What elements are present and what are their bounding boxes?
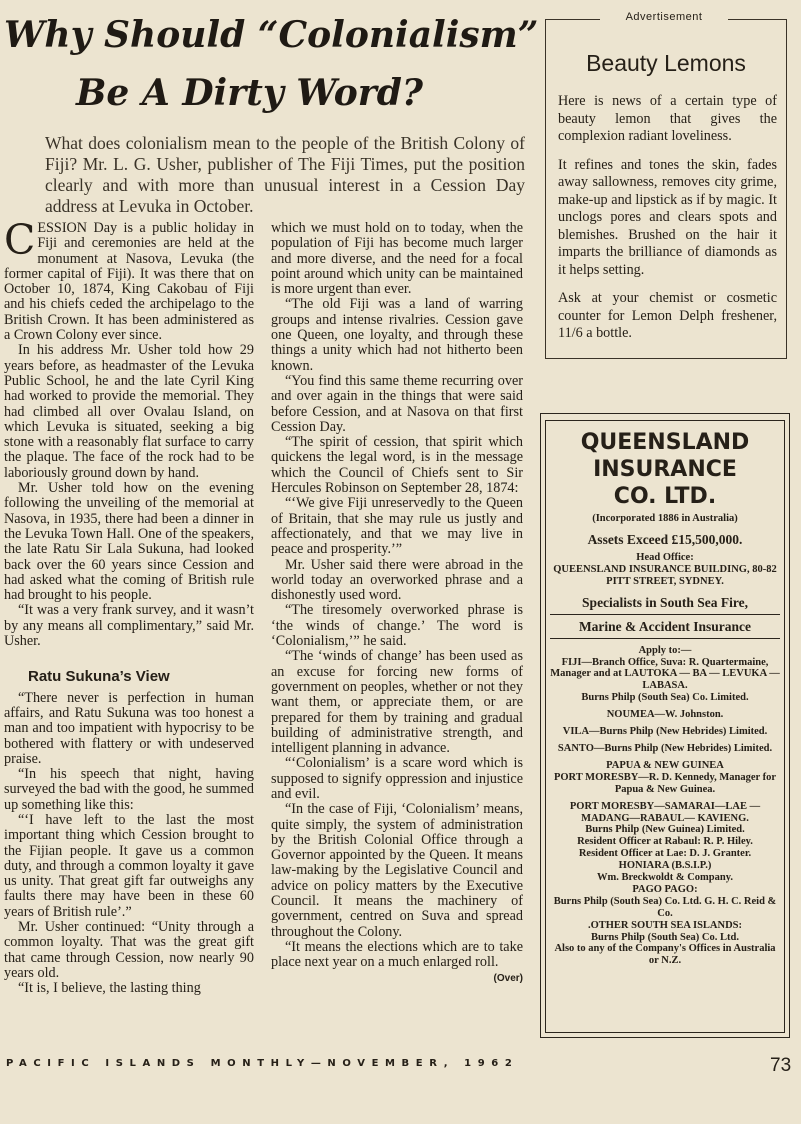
agent-honiara-company: Wm. Breckwoldt & Company. [596,872,734,884]
head-office-label: Head Office: [636,551,694,563]
agent-santo: SANTO—Burns Philp (New Hebrides) Limited. [557,742,773,754]
agent-honiara: HONIARA (B.S.I.P.) [618,860,712,872]
agent-port-moresby: PORT MORESBY—R. D. Kennedy, Manager for Papua & New Guinea. [553,771,777,795]
article-paragraph: “The spirit of cession, that spirit which quickens the legal word, is in the message which the Council of Chiefs sent to Sir Hercules Robinson on September 28, 1874: [271,434,523,497]
agent-pago-pago-company: Burns Philp (South Sea) Co. Ltd. G. H. C. Reid & Co. [553,895,777,919]
agent-ports-company: Burns Philp (New Guinea) Limited. [585,824,745,836]
article-paragraph: “In the case of Fiji, ‘Colonialism’ means, quite simply, the system of administration by the British Colonial Office through a Governor appointed by the Queen. It means law-making by the Legislative Council and advice on policy matters by the Executive Council. It means the machinery of government, centred on Suva and spread throughout the Colony. [271,801,523,940]
article-paragraph: “The ‘winds of change’ has been used as an excuse for forcing new forms of government on peoples, whether or not they want them, or appreciate them, or are prepared for them by training and gradual building of administrative strength, and intelligent planning in advance. [271,648,523,757]
ad-title: Beauty Lemons [586,50,746,76]
beauty-lemons-advertisement [545,19,787,359]
article-paragraph: “It was a very frank survey, and it wasn’t by any means all complimentary,” said Mr. Usher. [4,602,254,650]
agent-noumea: NOUMEA—W. Johnston. [606,709,724,721]
article-column-1 [4,216,254,997]
article-paragraph: “‘We give Fiji unreservedly to the Queen of Britain, that she may rule us justly and affectionately, and that we may live in peace and prosperity.’” [271,495,523,558]
article-paragraph: In his address Mr. Usher told how 29 years before, as headmaster of the Levuka Public School, he and the late Cyril King had worked to provide the memorial. They had climbed all over Ovalau Island, on which Levuka is situated, seeking a big stone with a reasonably flat surface to carry the plaque. The face of the rock had to be laboriously ground down by hand. [4,342,254,481]
article-paragraph: “You find this same theme recurring over and over again in the things that were said before Cession, and at Nasova on that first Cession Day. [271,372,523,435]
papua-new-guinea-heading: PAPUA & NEW GUINEA [606,759,724,771]
standfirst: What does colonialism mean to the people of the British Colony of Fiji? Mr. L. G. Usher, publisher of The Fiji Times, put the position clearly and with more than unusual interest in a Cession Day address at Levuka in October. [45,133,525,216]
divider [550,638,780,639]
article-paragraph: “‘I have left to the last the most important thing which Cession brought to the Fijian people. It gave us a common duty, and through a common loyalty it gave us unity. That great gift far outweighs any faults there may have been in these 60 years of British rule’.” [4,811,254,920]
article-paragraph: “It is, I believe, the lasting thing [18,980,201,997]
incorporation: (Incorporated 1886 in Australia) [592,513,738,524]
article-column-2 [271,221,523,986]
article-paragraph: Mr. Usher told how on the evening following the unveiling of the memorial at Nasova, in 1935, there had been a dinner in the Levuka Town Hall. One of the speakers, the late Ratu Sir Lala Sukuna, had looked back over the 60 years since Cession and had asked what the coming of British rule had brought to his people. [4,480,254,604]
article-paragraph: Mr. Usher said there were abroad in the world today an overworked phrase and a dishonestly used word. [271,556,523,604]
drop-cap: C [4,216,36,264]
company-name: QUEENSLAND INSURANCE CO. LTD. [580,430,750,509]
specialists-line-1: Specialists in South Sea Fire, [582,594,748,610]
specialists-line-2: Marine & Accident Insurance [578,618,752,634]
article-paragraph: “In his speech that night, having surveyed the bad with the good, he summed up something like this: [4,766,254,813]
section-subheading: Ratu Sukuna’s View [28,668,170,686]
also-offices: Also to any of the Company's Offices in Australia or N.Z. [554,943,776,967]
article-paragraph: “It means the elections which are to take place next year on a much enlarged roll. (Over) [271,940,523,971]
ad-paragraph: Ask at your chemist or cosmetic counter for Lemon Delph freshener, 11/6 a bottle. [558,290,777,341]
head-office: QUEENSLAND INSURANCE BUILDING, 80-82 PITT STREET, SYDNEY. [553,563,777,587]
ad-inner-border [545,420,785,1033]
ad-paragraph: Here is news of a certain type of beauty lemon that gives the complexion radiant loveliness. [558,93,777,144]
queensland-insurance-advertisement [540,413,790,1038]
agent-fiji: FIJI—Branch Office, Suva: R. Quartermaine, Manager and at LAUTOKA — BA — LEVUKA — LABASA. [550,656,780,692]
headline-line-2: Be A Dirty Word? [76,72,424,114]
resident-officer-lae: Resident Officer at Lae: D. J. Granter. [578,848,752,860]
advertisement-label: Advertisement [600,11,728,23]
headline-line-1: Why Should “Colonialism” [4,14,539,56]
agent-vila: VILA—Burns Philp (New Hebrides) Limited. [562,726,768,738]
article-paragraph: “The tiresomely overworked phrase is ‘the winds of change.’ The word is ‘Colonialism,’” he said. [271,602,523,650]
ad-paragraph: It refines and tones the skin, fades away sallowness, removes city grime, make-up and lipstick as if by magic. It unclogs pores and clears spots and blemishes. Brushed on the hair it imparts the brilliance of diamonds as it helps setting. [558,156,777,278]
continued-marker: (Over) [493,972,523,984]
apply-to: Apply to:— [638,644,692,656]
resident-officer-rabaul: Resident Officer at Rabaul: R. P. Hiley. [577,836,753,848]
divider [550,614,780,615]
article-paragraph: Mr. Usher continued: “Unity through a common loyalty. That was the great gift that came through Cession, now nearly 90 years old. [4,919,254,981]
article-paragraph: “‘Colonialism’ is a scare word which is supposed to signify oppression and injustice and evil. [271,755,523,802]
other-islands-company: Burns Philp (South Sea) Co. Ltd. [591,931,739,943]
other-islands: .OTHER SOUTH SEA ISLANDS: [587,919,743,931]
ad-details [550,511,780,967]
running-footer: PACIFIC ISLANDS MONTHLY—NOVEMBER, 1962 [6,1058,519,1069]
assets: Assets Exceed £15,500,000. [587,531,743,547]
article-paragraph: which we must hold on to today, when the population of Fiji has become much larger and more diverse, and the need for a focal point around which unity can be maintained is more urgent than ever. [271,220,523,298]
article-paragraph: CESSION Day is a public holiday in Fiji and ceremonies are held at the monument at Nasova, Levuka (the former capital of Fiji). It was there that on October 10, 1874, King Cakobau of Fiji and his chiefs ceded the archipelago to the British Crown. It has been administered as a Crown Colony ever since. [4,216,254,344]
article-paragraph: “There never is perfection in human affairs, and Ratu Sukuna was too honest a man and too impatient with hypocrisy to be bothered with flattery or with undeserved praise. [4,689,254,767]
article-paragraph: “The old Fiji was a land of warring groups and intense rivalries. Cession gave one Queen, one loyalty, and through these things a unity which had not hitherto been known. [271,296,523,374]
ad-body [558,93,777,354]
agent-fiji-company: Burns Philp (South Sea) Co. Limited. [581,692,749,704]
agent-ports: PORT MORESBY—SAMARAI—LAE —MADANG—RABAUL— KAVIENG. [569,800,761,824]
page-number: 73 [770,1055,792,1076]
agent-pago-pago: PAGO PAGO: [632,883,698,895]
